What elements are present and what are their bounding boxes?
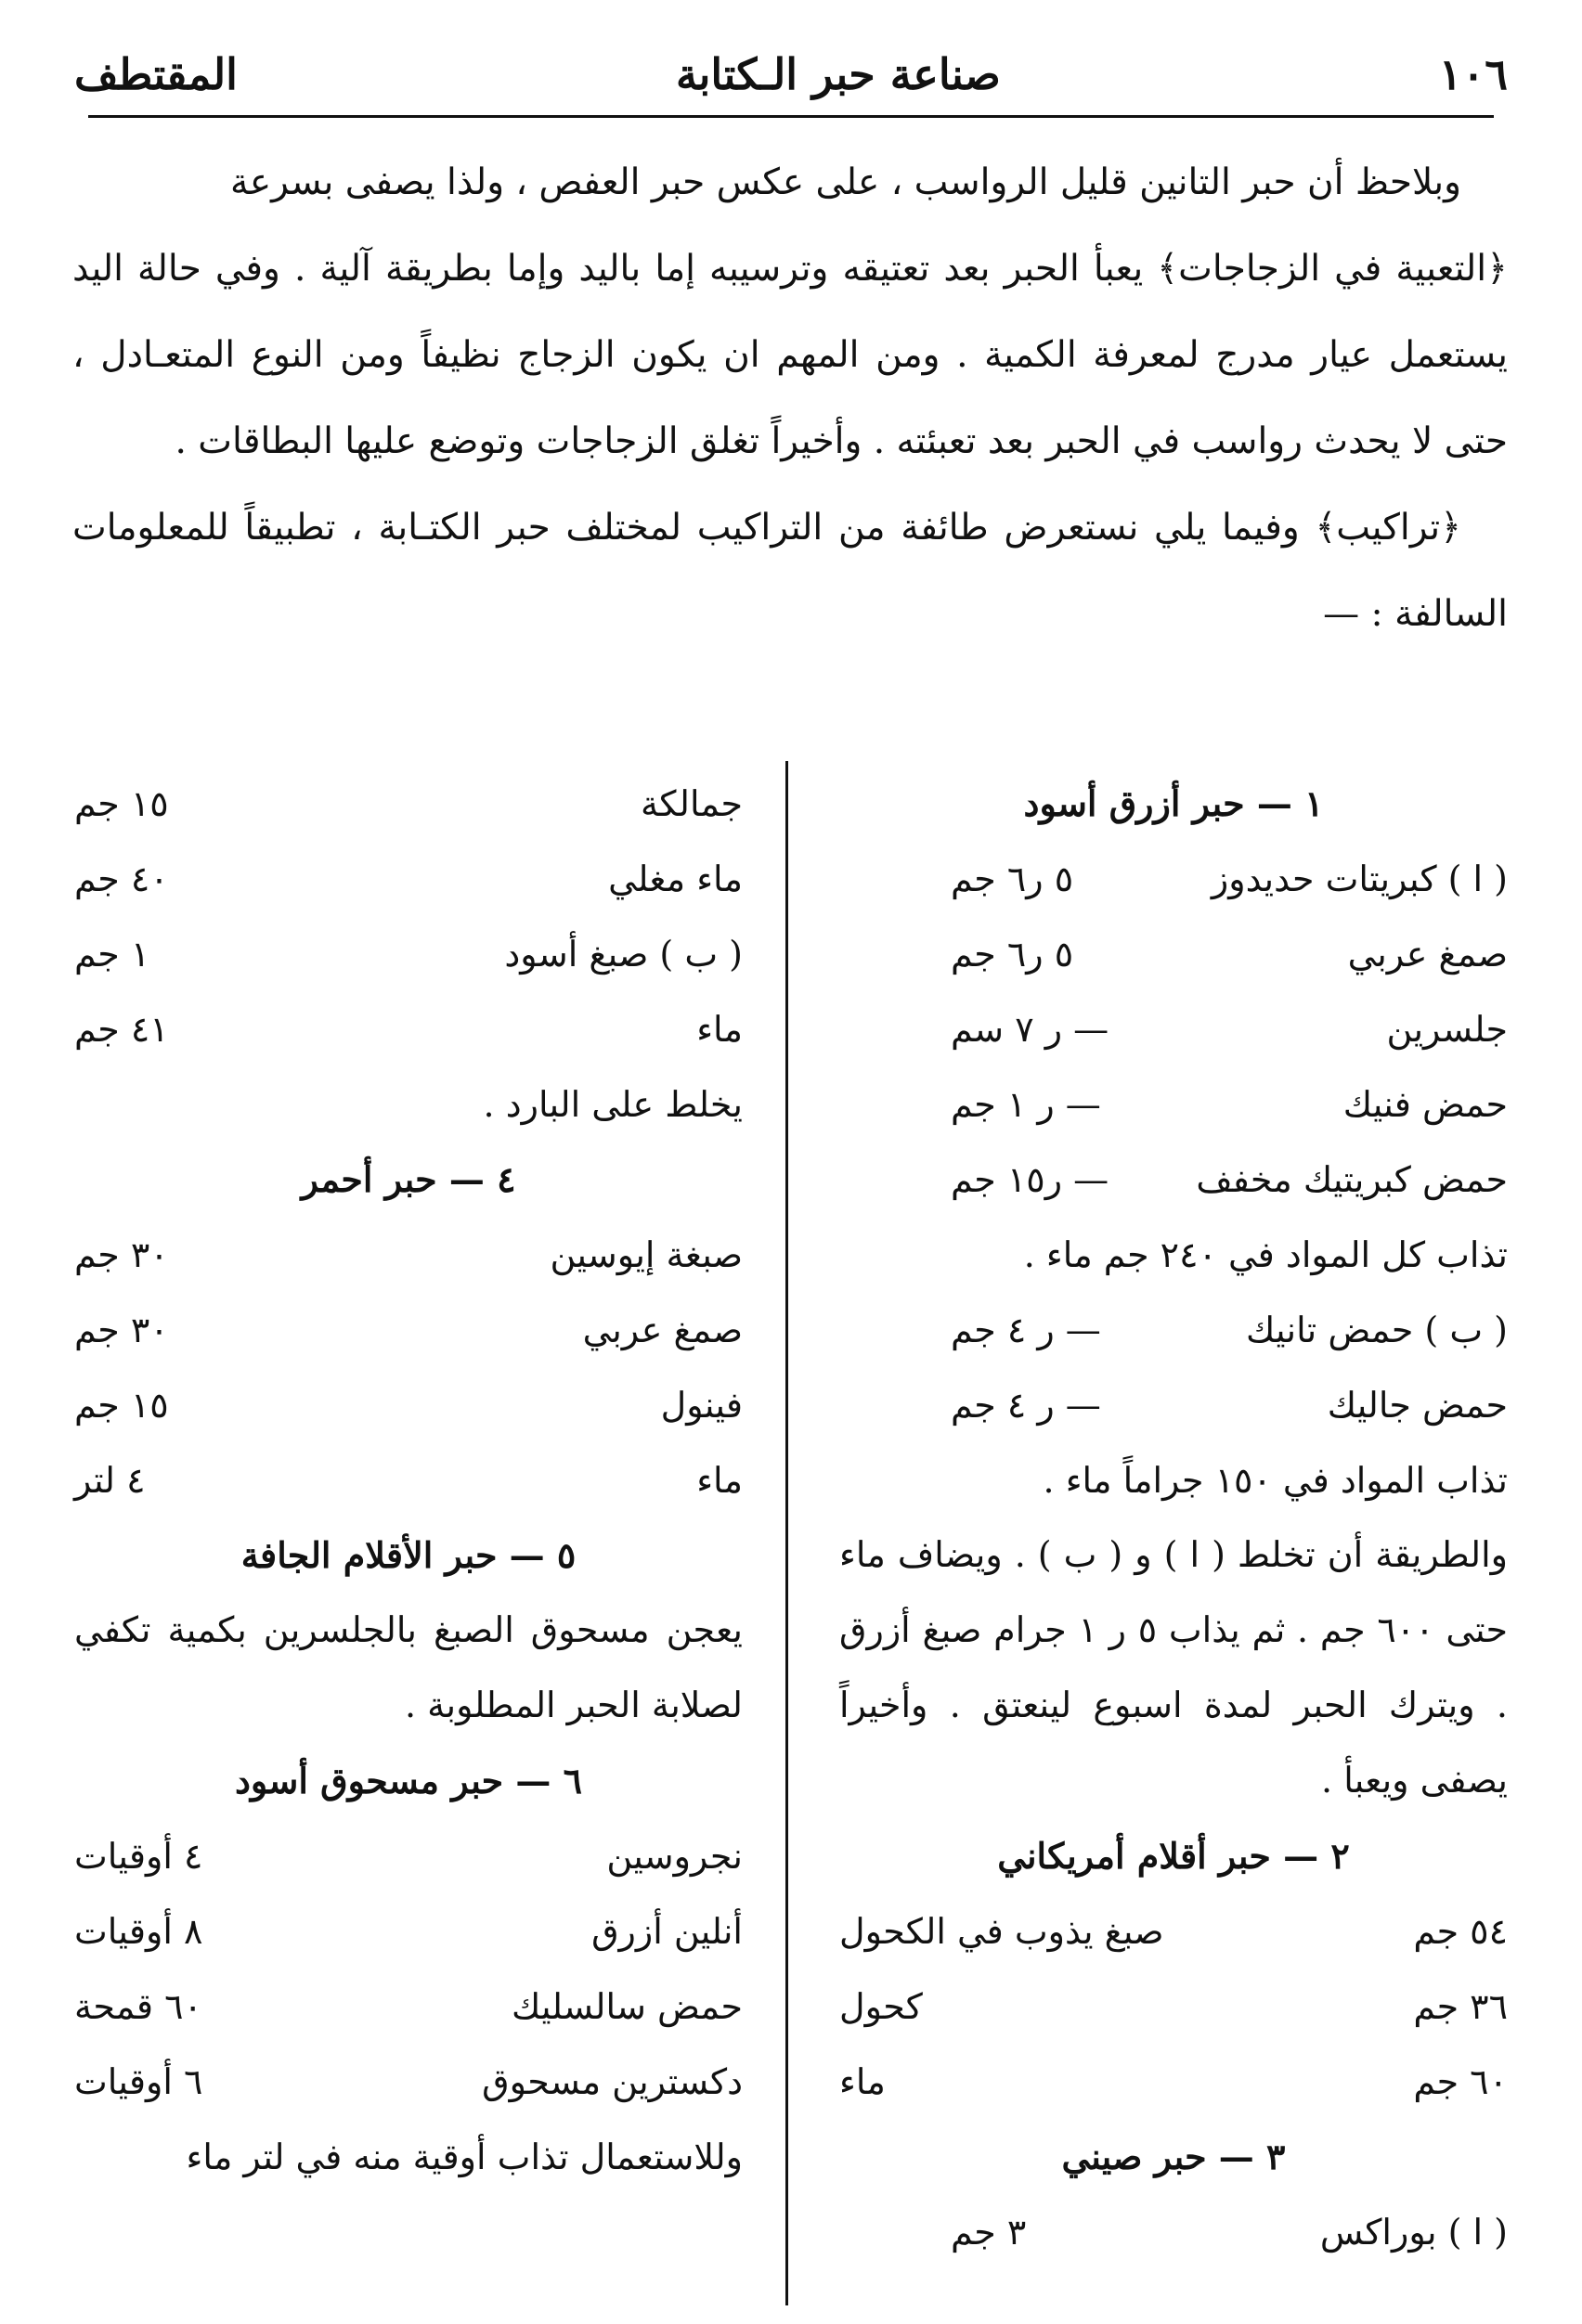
ingredient-name: ( ب ) حمض تانيك <box>1246 1309 1508 1350</box>
ingredient-name: صبغ يذوب في الكحول <box>839 1910 1164 1952</box>
ingredient-qty: — ر ٤ جم <box>951 1384 1101 1426</box>
page-number: ١٠٦ <box>1438 49 1508 99</box>
ingredient-name: ( ب ) صبغ أسود <box>504 933 743 975</box>
intro-paragraph: وبلاحظ أن حبر التانين قليل الرواسب ، على عكس حبر العفص ، ولذا يصفى بسرعة <box>229 161 1461 203</box>
ingredient-row <box>839 841 1508 916</box>
ingredient-qty: — ر ٤ جم <box>951 1309 1101 1350</box>
ingredient-qty: ٤٠ جم <box>74 858 169 899</box>
recipe-note: وللاستعمال تذاب أوقية منه في لتر ماء <box>186 2136 743 2177</box>
ingredient-name: جمالكة <box>641 782 743 824</box>
ingredient-name: ( ا ) بوراكس <box>1319 2211 1508 2253</box>
ingredient-name: دكسترين مسحوق <box>482 2060 743 2102</box>
ingredient-row <box>839 1066 1508 1142</box>
ingredient-row <box>74 766 743 841</box>
recipe-title: ٣ — حبر صيني <box>1061 2136 1286 2177</box>
ingredient-name: ماء مغلي <box>608 858 743 899</box>
ingredient-row <box>74 1969 743 2044</box>
ingredient-row <box>839 916 1508 991</box>
ingredient-name: حمض كبريتيك مخفف <box>1196 1158 1508 1200</box>
ingredient-qty: ٣٦ جم <box>1413 1985 1508 2027</box>
ingredient-name: كحول <box>839 1985 923 2027</box>
ingredient-name: نجروسين <box>606 1835 743 1877</box>
ingredient-qty: ٥٤ جم <box>1413 1910 1508 1952</box>
ingredient-qty: ١٥ جم <box>74 782 169 824</box>
ingredient-qty: — ر ٧ سم <box>951 1008 1109 1050</box>
recipe-title: ٦ — حبر مسحوق أسود <box>234 1760 583 1801</box>
running-header <box>74 37 1508 111</box>
ingredient-row <box>74 1893 743 1969</box>
article-title: صناعة حبر الـكتابة <box>675 49 1001 99</box>
ingredient-name: حمض سالسليك <box>511 1985 743 2027</box>
ingredient-qty: ٨ أوقيات <box>74 1910 203 1952</box>
ingredient-qty: ٥ ر٦ جم <box>951 858 1074 899</box>
ingredient-row <box>74 1217 743 1292</box>
ingredient-qty: ١٥ جم <box>74 1384 169 1426</box>
ingredient-qty: ٣٠ جم <box>74 1309 169 1350</box>
ingredient-name: ماء <box>696 1459 743 1501</box>
ingredient-row <box>839 1142 1508 1217</box>
ingredient-qty: ٦٠ قمحة <box>74 1985 202 2027</box>
ingredient-row <box>839 2044 1508 2119</box>
ingredient-name: حمض فنيك <box>1342 1083 1508 1125</box>
intro-paragraph: ﴿التعبية في الزجاجات﴾ يعبأ الحبر بعد تعتيقه وترسيبه إما باليد وإما بطريقة آلية . وفي حالة اليد يستعمل عيار مدرج لمعرفة الكمية . ومن المهم ان يكون الزجاج نظيفاً ومن النوع المتعـادل ، حتى لا يحدث رواسب في الحبر بعد تعبئته . وأخيراً تغلق الزجاجات وتوضع عليها البطاقات . <box>72 248 1508 462</box>
ingredient-name: صمغ عربي <box>582 1309 743 1350</box>
ingredient-qty: ٦٠ جم <box>1413 2060 1508 2102</box>
ingredient-qty: ٥ ر٦ جم <box>951 933 1074 975</box>
ingredient-row <box>839 1969 1508 2044</box>
ingredient-name: ماء <box>839 2060 886 2102</box>
ingredient-row <box>74 1818 743 1893</box>
ingredient-row <box>839 2194 1508 2269</box>
recipe-title: ١ — حبر أزرق أسود <box>1023 782 1324 824</box>
ingredient-qty: ٣٠ جم <box>74 1233 169 1275</box>
ingredient-row <box>74 841 743 916</box>
ingredient-name: ماء <box>696 1008 743 1050</box>
ingredient-row <box>74 916 743 991</box>
recipe-title: ٤ — حبر أحمر <box>301 1158 516 1200</box>
journal-name: المقتطف <box>74 49 238 99</box>
ingredient-name: جلسرين <box>1386 1008 1508 1050</box>
ingredient-name: حمض جاليك <box>1327 1384 1508 1426</box>
ingredient-row <box>839 1893 1508 1969</box>
recipe-title: ٢ — حبر أقلام أمريكاني <box>997 1835 1350 1877</box>
ingredient-row <box>74 2044 743 2119</box>
ingredient-row <box>839 1292 1508 1367</box>
ingredient-row <box>74 991 743 1066</box>
ingredient-row <box>839 991 1508 1066</box>
ingredient-name: أنلين أزرق <box>591 1910 743 1952</box>
left-column <box>74 766 743 2194</box>
ingredient-row <box>839 1367 1508 1442</box>
ingredient-name: فينول <box>660 1384 743 1426</box>
ingredient-name: ( ا ) كبريتات حديدوز <box>1211 858 1508 899</box>
ingredient-name: صبغة إيوسين <box>550 1233 743 1275</box>
recipe-title: ٥ — حبر الأقلام الجافة <box>240 1534 577 1576</box>
ingredient-qty: ٦ أوقيات <box>74 2060 203 2102</box>
ingredient-qty: — ر ١ جم <box>951 1083 1101 1125</box>
ingredient-row <box>74 1292 743 1367</box>
recipe-method: والطريقة أن تخلط ( ا ) و ( ب ) . ويضاف ماء حتى ٦٠٠ جم . ثم يذاب ٥ ر ١ جرام صبغ أزرق . ويترك الحبر لمدة اسبوع لينعتق . وأخيراً يصفى ويعبأ . <box>839 1534 1508 1801</box>
ingredient-row <box>74 1367 743 1442</box>
recipe-note: تذاب المواد في ١٥٠ جراماً ماء . <box>1043 1459 1508 1501</box>
recipe-method: يعجن مسحوق الصبغ بالجلسرين بكمية تكفي لصلابة الحبر المطلوبة . <box>74 1609 743 1725</box>
recipe-note: يخلط على البارد . <box>483 1083 743 1125</box>
intro-paragraph: ﴿تراكيب﴾ وفيما يلي نستعرض طائفة من التراكيب لمختلف حبر الكتـابة ، تطبيقاً للمعلومات السالفة : — <box>72 507 1508 635</box>
recipe-note: تذاب كل المواد في ٢٤٠ جم ماء . <box>1023 1233 1508 1275</box>
ingredient-row <box>74 1442 743 1517</box>
ingredient-qty: ٤١ جم <box>74 1008 169 1050</box>
ingredient-qty: ٣ جم <box>951 2211 1027 2253</box>
header-rule <box>88 115 1494 118</box>
ingredient-name: صمغ عربي <box>1347 933 1508 975</box>
right-column <box>839 766 1508 2269</box>
column-divider <box>785 761 788 2305</box>
ingredient-qty: ٤ لتر <box>74 1459 146 1501</box>
ingredient-qty: ٤ أوقيات <box>74 1835 203 1877</box>
ingredient-qty: ١ جم <box>74 933 150 975</box>
ingredient-qty: — ر١٥ جم <box>951 1158 1109 1200</box>
intro-text <box>72 139 1508 657</box>
